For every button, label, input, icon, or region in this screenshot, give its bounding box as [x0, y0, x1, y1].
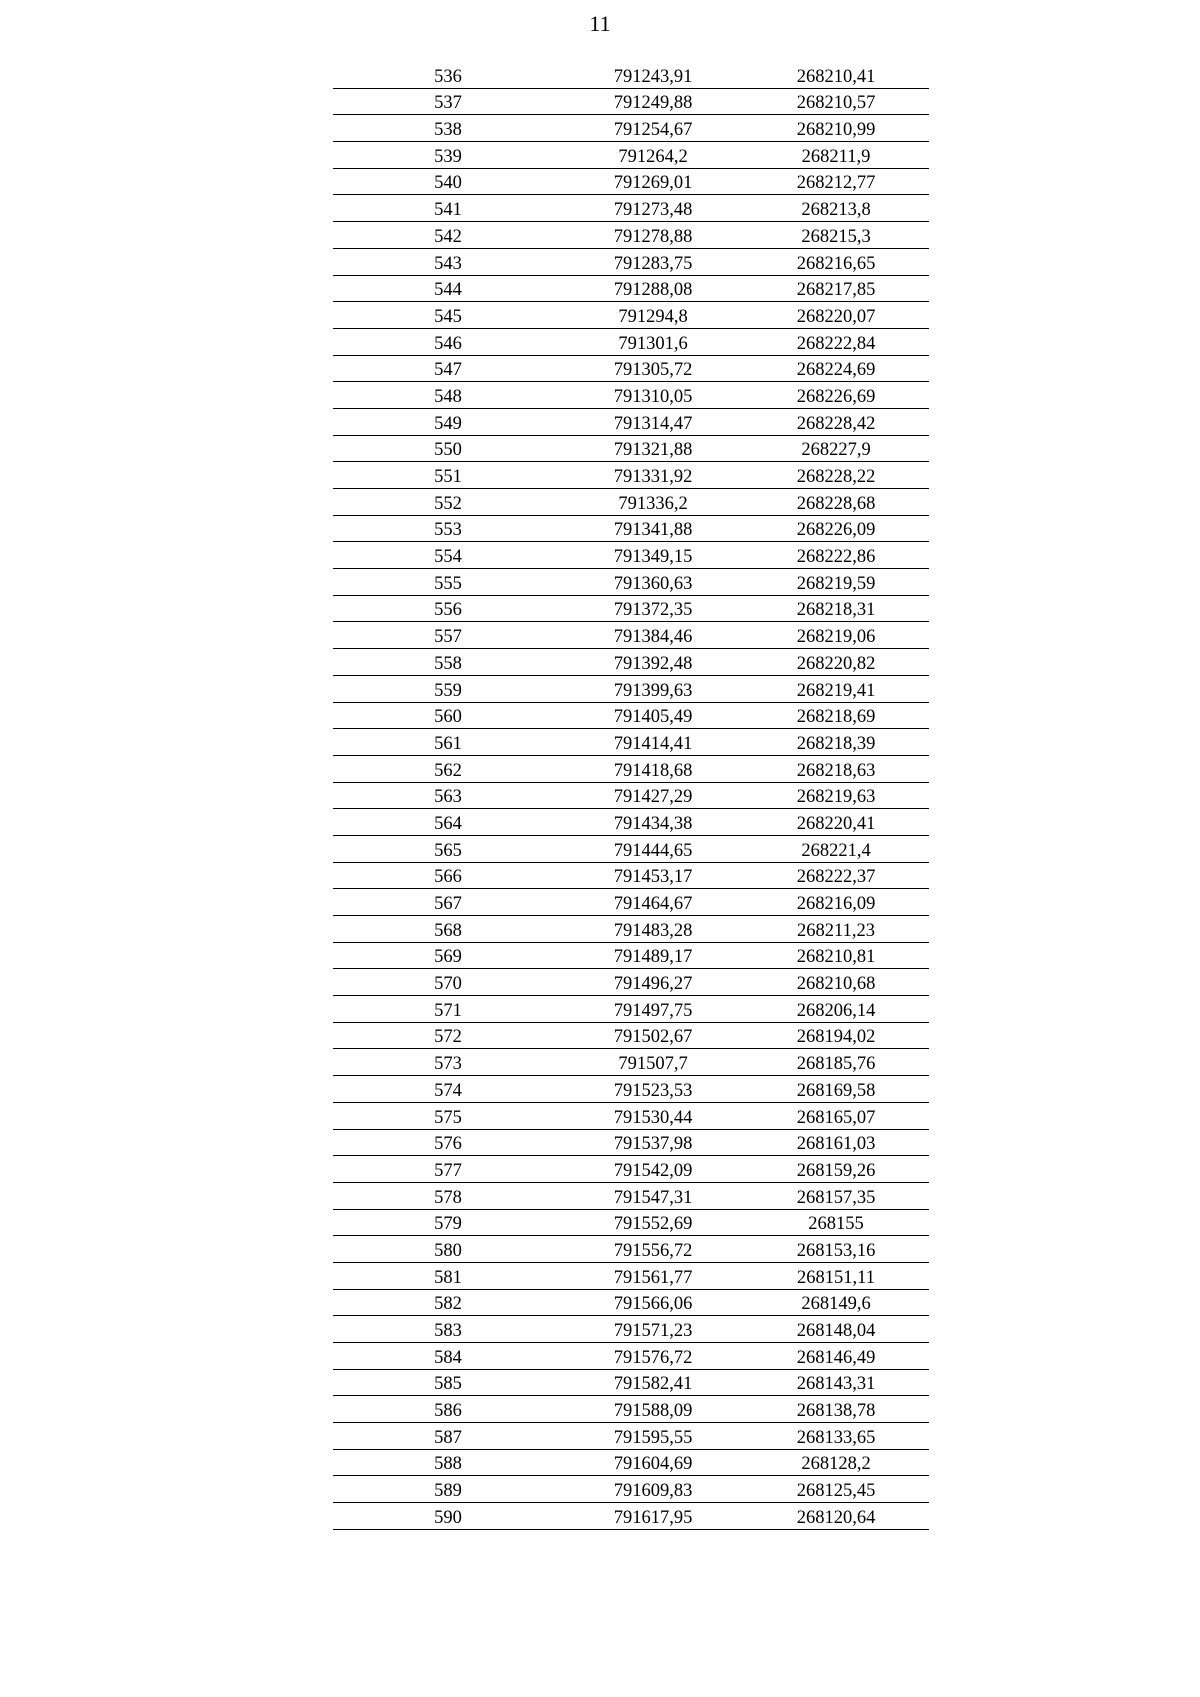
y-coordinate-cell: 268216,09 [796, 894, 876, 914]
x-coordinate-cell: 791489,17 [613, 947, 693, 968]
x-coordinate-cell: 791556,72 [613, 1240, 693, 1261]
y-coordinate-cell: 268222,84 [796, 333, 876, 354]
table-row [333, 1183, 929, 1210]
x-coordinate-cell: 791427,29 [613, 787, 693, 808]
y-coordinate-cell: 268215,3 [801, 226, 871, 247]
coordinates-table [333, 62, 929, 1530]
point-number-cell: 589 [434, 1481, 462, 1502]
point-number-cell: 551 [434, 467, 462, 487]
point-number-cell: 567 [434, 894, 462, 914]
y-coordinate-cell: 268155 [808, 1214, 864, 1235]
point-number-cell: 547 [434, 360, 462, 381]
page-number: 11 [589, 11, 611, 36]
x-coordinate-cell: 791288,08 [613, 280, 693, 301]
point-number-cell: 584 [434, 1347, 462, 1368]
x-coordinate-cell: 791552,69 [613, 1214, 693, 1235]
table-row [333, 1049, 929, 1076]
point-number-cell: 574 [434, 1080, 462, 1101]
point-number-cell: 553 [434, 520, 462, 541]
point-number-cell: 566 [434, 867, 462, 888]
x-coordinate-cell: 791542,09 [613, 1160, 693, 1181]
table-row [333, 1343, 929, 1370]
table-row [333, 1156, 929, 1183]
x-coordinate-cell: 791497,75 [613, 1000, 693, 1021]
table-row [333, 356, 929, 383]
point-number-cell: 542 [434, 226, 462, 247]
point-number-cell: 580 [434, 1240, 462, 1261]
x-coordinate-cell: 791414,41 [613, 733, 693, 754]
y-coordinate-cell: 268151,11 [797, 1267, 875, 1288]
y-coordinate-cell: 268146,49 [796, 1347, 876, 1368]
x-coordinate-cell: 791523,53 [613, 1080, 693, 1101]
table-row [333, 596, 929, 623]
table-row [333, 1370, 929, 1397]
table-row [333, 1236, 929, 1263]
table-row [333, 996, 929, 1023]
table-row [333, 1316, 929, 1343]
y-coordinate-cell: 268210,68 [796, 974, 876, 995]
point-number-cell: 575 [434, 1107, 462, 1128]
table-row [333, 409, 929, 436]
table-row [333, 62, 929, 89]
table-row [333, 115, 929, 142]
y-coordinate-cell: 268120,64 [796, 1507, 876, 1528]
point-number-cell: 545 [434, 306, 462, 327]
point-number-cell: 562 [434, 760, 462, 781]
table-row [333, 462, 929, 489]
table-row [333, 1476, 929, 1503]
x-coordinate-cell: 791453,17 [613, 867, 693, 888]
point-number-cell: 549 [434, 413, 462, 434]
table-row [333, 1076, 929, 1103]
y-coordinate-cell: 268128,2 [801, 1454, 871, 1475]
y-coordinate-cell: 268133,65 [796, 1427, 876, 1448]
y-coordinate-cell: 268218,39 [796, 733, 876, 754]
y-coordinate-cell: 268219,59 [796, 573, 876, 594]
point-number-cell: 576 [434, 1134, 462, 1155]
table-row [333, 195, 929, 222]
table-row [333, 703, 929, 730]
point-number-cell: 556 [434, 600, 462, 621]
y-coordinate-cell: 268227,9 [801, 440, 871, 461]
point-number-cell: 582 [434, 1294, 462, 1315]
x-coordinate-cell: 791264,2 [618, 146, 688, 167]
y-coordinate-cell: 268216,65 [796, 253, 876, 274]
x-coordinate-cell: 791294,8 [618, 306, 688, 327]
point-number-cell: 561 [434, 733, 462, 754]
table-row [333, 1130, 929, 1157]
point-number-cell: 587 [434, 1427, 462, 1448]
point-number-cell: 564 [434, 813, 462, 834]
y-coordinate-cell: 268153,16 [796, 1240, 876, 1261]
table-row [333, 783, 929, 810]
y-coordinate-cell: 268213,8 [801, 200, 871, 221]
y-coordinate-cell: 268149,6 [801, 1294, 871, 1315]
table-row [333, 89, 929, 116]
x-coordinate-cell: 791566,06 [613, 1294, 693, 1315]
point-number-cell: 557 [434, 627, 462, 648]
x-coordinate-cell: 791321,88 [613, 440, 693, 461]
table-row [333, 836, 929, 863]
x-coordinate-cell: 791444,65 [613, 840, 693, 861]
table-row [333, 1210, 929, 1237]
x-coordinate-cell: 791537,98 [613, 1134, 693, 1155]
table-row [333, 729, 929, 756]
y-coordinate-cell: 268157,35 [796, 1187, 876, 1208]
x-coordinate-cell: 791243,91 [613, 66, 693, 87]
y-coordinate-cell: 268125,45 [796, 1481, 876, 1502]
point-number-cell: 581 [434, 1267, 462, 1288]
x-coordinate-cell: 791314,47 [613, 413, 693, 434]
x-coordinate-cell: 791507,7 [618, 1054, 688, 1075]
point-number-cell: 555 [434, 573, 462, 594]
point-number-cell: 583 [434, 1321, 462, 1341]
table-row [333, 436, 929, 463]
x-coordinate-cell: 791305,72 [613, 360, 693, 381]
x-coordinate-cell: 791392,48 [613, 653, 693, 674]
y-coordinate-cell: 268221,4 [801, 840, 871, 861]
table-row [333, 622, 929, 649]
table-row [333, 809, 929, 836]
x-coordinate-cell: 791609,83 [613, 1481, 693, 1502]
table-row [333, 943, 929, 970]
point-number-cell: 540 [434, 173, 462, 194]
x-coordinate-cell: 791464,67 [613, 894, 693, 914]
y-coordinate-cell: 268210,81 [796, 947, 876, 968]
x-coordinate-cell: 791349,15 [613, 547, 693, 568]
point-number-cell: 572 [434, 1027, 462, 1048]
point-number-cell: 558 [434, 653, 462, 674]
y-coordinate-cell: 268228,22 [796, 467, 876, 487]
table-row [333, 142, 929, 169]
y-coordinate-cell: 268219,41 [796, 680, 876, 701]
table-row [333, 969, 929, 996]
point-number-cell: 552 [434, 493, 462, 514]
x-coordinate-cell: 791341,88 [613, 520, 693, 541]
y-coordinate-cell: 268206,14 [796, 1000, 876, 1021]
y-coordinate-cell: 268210,41 [796, 66, 876, 87]
y-coordinate-cell: 268185,76 [796, 1054, 876, 1075]
point-number-cell: 577 [434, 1160, 462, 1181]
y-coordinate-cell: 268220,82 [796, 653, 876, 674]
x-coordinate-cell: 791301,6 [618, 333, 688, 354]
table-row [333, 1503, 929, 1530]
x-coordinate-cell: 791547,31 [613, 1187, 693, 1208]
y-coordinate-cell: 268210,57 [796, 93, 876, 114]
y-coordinate-cell: 268148,04 [796, 1321, 876, 1341]
x-coordinate-cell: 791595,55 [613, 1427, 693, 1448]
point-number-cell: 578 [434, 1187, 462, 1208]
y-coordinate-cell: 268224,69 [796, 360, 876, 381]
y-coordinate-cell: 268143,31 [796, 1374, 876, 1395]
x-coordinate-cell: 791405,49 [613, 707, 693, 728]
x-coordinate-cell: 791561,77 [613, 1267, 693, 1288]
y-coordinate-cell: 268159,26 [796, 1160, 876, 1181]
y-coordinate-cell: 268165,07 [796, 1107, 876, 1128]
table-row [333, 382, 929, 409]
table-row [333, 1023, 929, 1050]
table-row [333, 249, 929, 276]
y-coordinate-cell: 268218,31 [796, 600, 876, 621]
table-row [333, 1263, 929, 1290]
table-row [333, 756, 929, 783]
x-coordinate-cell: 791571,23 [613, 1321, 693, 1341]
point-number-cell: 544 [434, 280, 462, 301]
table-row [333, 169, 929, 196]
y-coordinate-cell: 268220,07 [796, 306, 876, 327]
x-coordinate-cell: 791269,01 [613, 173, 693, 194]
x-coordinate-cell: 791434,38 [613, 813, 693, 834]
y-coordinate-cell: 268222,86 [796, 547, 876, 568]
point-number-cell: 579 [434, 1214, 462, 1235]
table-row [333, 889, 929, 916]
table-row [333, 569, 929, 596]
table-row [333, 276, 929, 303]
x-coordinate-cell: 791582,41 [613, 1374, 693, 1395]
y-coordinate-cell: 268228,68 [796, 493, 876, 514]
point-number-cell: 588 [434, 1454, 462, 1475]
point-number-cell: 563 [434, 787, 462, 808]
table-row [333, 489, 929, 516]
point-number-cell: 550 [434, 440, 462, 461]
table-row [333, 676, 929, 703]
x-coordinate-cell: 791483,28 [613, 920, 693, 941]
point-number-cell: 541 [434, 200, 462, 221]
table-row [333, 516, 929, 543]
x-coordinate-cell: 791254,67 [613, 120, 693, 141]
table-row [333, 863, 929, 890]
x-coordinate-cell: 791576,72 [613, 1347, 693, 1368]
x-coordinate-cell: 791418,68 [613, 760, 693, 781]
x-coordinate-cell: 791604,69 [613, 1454, 693, 1475]
table-row [333, 542, 929, 569]
table-row [333, 302, 929, 329]
point-number-cell: 560 [434, 707, 462, 728]
table-row [333, 222, 929, 249]
point-number-cell: 568 [434, 920, 462, 941]
x-coordinate-cell: 791588,09 [613, 1401, 693, 1422]
y-coordinate-cell: 268211,23 [797, 920, 875, 941]
y-coordinate-cell: 268226,09 [796, 520, 876, 541]
point-number-cell: 569 [434, 947, 462, 968]
x-coordinate-cell: 791496,27 [613, 974, 693, 995]
x-coordinate-cell: 791372,35 [613, 600, 693, 621]
point-number-cell: 559 [434, 680, 462, 701]
point-number-cell: 565 [434, 840, 462, 861]
table-row [333, 1423, 929, 1450]
y-coordinate-cell: 268138,78 [796, 1401, 876, 1422]
y-coordinate-cell: 268219,63 [796, 787, 876, 808]
point-number-cell: 536 [434, 66, 462, 87]
x-coordinate-cell: 791502,67 [613, 1027, 693, 1048]
point-number-cell: 539 [434, 146, 462, 167]
point-number-cell: 590 [434, 1507, 462, 1528]
point-number-cell: 573 [434, 1054, 462, 1075]
y-coordinate-cell: 268210,99 [796, 120, 876, 141]
point-number-cell: 543 [434, 253, 462, 274]
y-coordinate-cell: 268219,06 [796, 627, 876, 648]
x-coordinate-cell: 791399,63 [613, 680, 693, 701]
x-coordinate-cell: 791273,48 [613, 200, 693, 221]
x-coordinate-cell: 791283,75 [613, 253, 693, 274]
y-coordinate-cell: 268169,58 [796, 1080, 876, 1101]
y-coordinate-cell: 268211,9 [801, 146, 871, 167]
y-coordinate-cell: 268226,69 [796, 386, 876, 407]
x-coordinate-cell: 791249,88 [613, 93, 693, 114]
table-row [333, 1103, 929, 1130]
table-row [333, 1450, 929, 1477]
y-coordinate-cell: 268218,69 [796, 707, 876, 728]
table-row [333, 916, 929, 943]
y-coordinate-cell: 268194,02 [796, 1027, 876, 1048]
x-coordinate-cell: 791278,88 [613, 226, 693, 247]
table-row [333, 649, 929, 676]
table-row [333, 329, 929, 356]
table-row [333, 1290, 929, 1317]
point-number-cell: 538 [434, 120, 462, 141]
point-number-cell: 537 [434, 93, 462, 114]
point-number-cell: 570 [434, 974, 462, 995]
point-number-cell: 554 [434, 547, 462, 568]
x-coordinate-cell: 791360,63 [613, 573, 693, 594]
table-row [333, 1396, 929, 1423]
x-coordinate-cell: 791331,92 [613, 467, 693, 487]
x-coordinate-cell: 791617,95 [613, 1507, 693, 1528]
y-coordinate-cell: 268161,03 [796, 1134, 876, 1155]
x-coordinate-cell: 791384,46 [613, 627, 693, 648]
y-coordinate-cell: 268220,41 [796, 813, 876, 834]
x-coordinate-cell: 791530,44 [613, 1107, 693, 1128]
x-coordinate-cell: 791336,2 [618, 493, 688, 514]
y-coordinate-cell: 268217,85 [796, 280, 876, 301]
y-coordinate-cell: 268228,42 [796, 413, 876, 434]
point-number-cell: 586 [434, 1401, 462, 1422]
y-coordinate-cell: 268218,63 [796, 760, 876, 781]
y-coordinate-cell: 268222,37 [796, 867, 876, 888]
y-coordinate-cell: 268212,77 [796, 173, 876, 194]
point-number-cell: 585 [434, 1374, 462, 1395]
x-coordinate-cell: 791310,05 [613, 386, 693, 407]
point-number-cell: 571 [434, 1000, 462, 1021]
point-number-cell: 548 [434, 386, 462, 407]
point-number-cell: 546 [434, 333, 462, 354]
